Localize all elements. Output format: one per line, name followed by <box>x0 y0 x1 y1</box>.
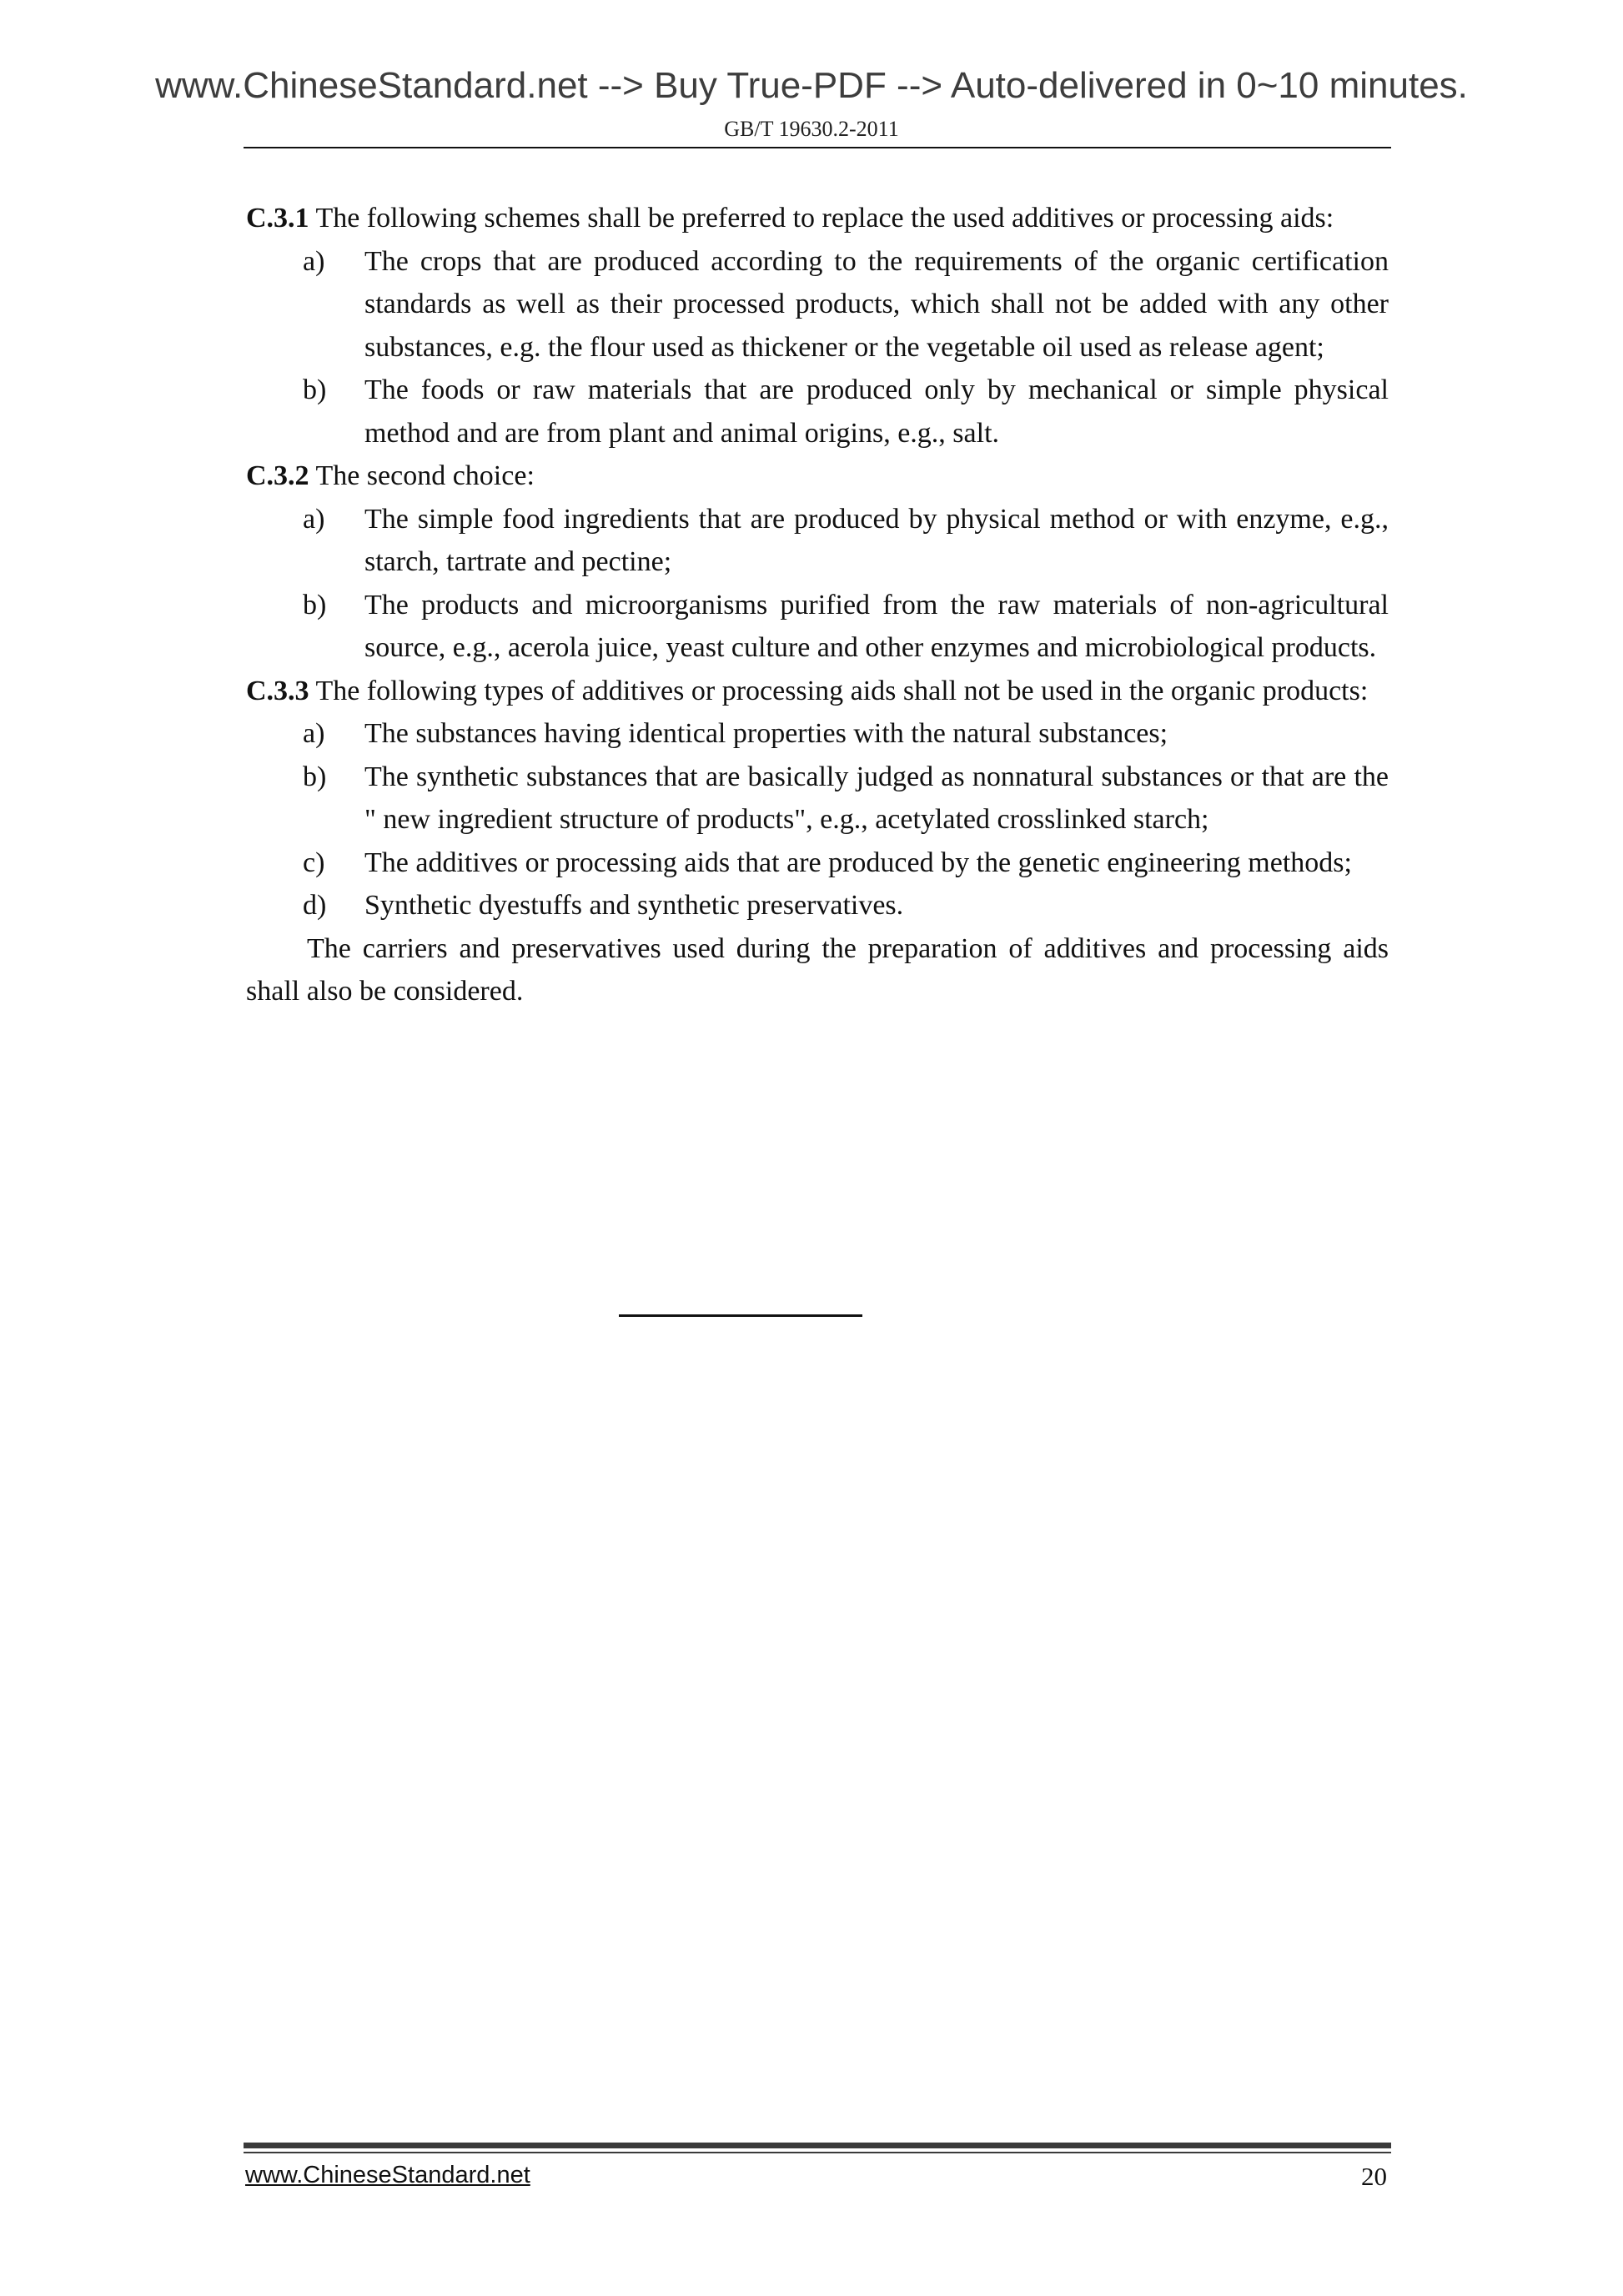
list-item <box>246 584 1389 670</box>
list-item <box>246 369 1389 455</box>
list-item <box>246 498 1389 584</box>
list-marker: d) <box>303 890 327 921</box>
footer-link[interactable]: www.ChineseStandard.net <box>245 2162 530 2188</box>
list-item <box>246 842 1389 885</box>
standard-code: GB/T 19630.2-2011 <box>724 117 899 141</box>
list-marker: b) <box>303 374 327 405</box>
list-item-text: Synthetic dyestuffs and synthetic preservatives. <box>364 890 904 921</box>
list-marker: b) <box>303 589 327 620</box>
list-marker: a) <box>303 503 325 535</box>
header-rule <box>244 147 1391 148</box>
list-marker: b) <box>303 761 327 792</box>
clause-c33 <box>246 670 1389 713</box>
clause-text: The following schemes shall be preferred to replace the used additives or processing aids: <box>309 203 1334 234</box>
footer-rule <box>244 2143 1391 2148</box>
watermark-banner: www.ChineseStandard.net --> Buy True-PDF --> Auto-delivered in 0~10 minutes. <box>155 65 1468 106</box>
list-item <box>246 712 1389 756</box>
list-item-text: The synthetic substances that are basically judged as nonnatural substances or that are the " new ingredient structure of products", e.g., acetylated crosslinked starch; <box>364 761 1389 835</box>
list-marker: a) <box>303 718 325 749</box>
clause-text: The second choice: <box>309 460 535 491</box>
list-item <box>246 240 1389 369</box>
list-item-text: The products and microorganisms purified from the raw materials of non-agricultural source, e.g., acerola juice, yeast culture and other enzymes and microbiological products. <box>364 589 1389 663</box>
list-item <box>246 884 1389 927</box>
list-marker: c) <box>303 847 325 878</box>
clause-number: C.3.3 <box>246 675 309 706</box>
clause-c31 <box>246 197 1389 240</box>
footer-rule-thin <box>244 2152 1391 2153</box>
end-of-document-rule <box>619 1314 862 1317</box>
clause-number: C.3.1 <box>246 203 309 234</box>
list-item-text: The foods or raw materials that are produced only by mechanical or simple physical method and are from plant and animal origins, e.g., salt. <box>364 374 1389 449</box>
list-item <box>246 756 1389 842</box>
clause-text: The following types of additives or processing aids shall not be used in the organic products: <box>309 675 1369 706</box>
list-item-text: The additives or processing aids that are produced by the genetic engineering methods; <box>364 847 1352 878</box>
clause-c32 <box>246 455 1389 498</box>
closing-paragraph: The carriers and preservatives used during the preparation of additives and processing aids shall also be considered. <box>246 932 1389 1007</box>
list-item-text: The crops that are produced according to the requirements of the organic certification standards as well as their processed products, which shall not be added with any other substances, e.g. the flour used as thickener or the vegetable oil used as release agent; <box>364 245 1389 363</box>
document-body <box>246 197 1389 1013</box>
list-marker: a) <box>303 245 325 277</box>
list-item-text: The simple food ingredients that are produced by physical method or with enzyme, e.g., starch, tartrate and pectine; <box>364 503 1389 577</box>
clause-number: C.3.2 <box>246 460 309 491</box>
page-number: 20 <box>1361 2162 1387 2191</box>
list-item-text: The substances having identical properties with the natural substances; <box>364 718 1168 749</box>
